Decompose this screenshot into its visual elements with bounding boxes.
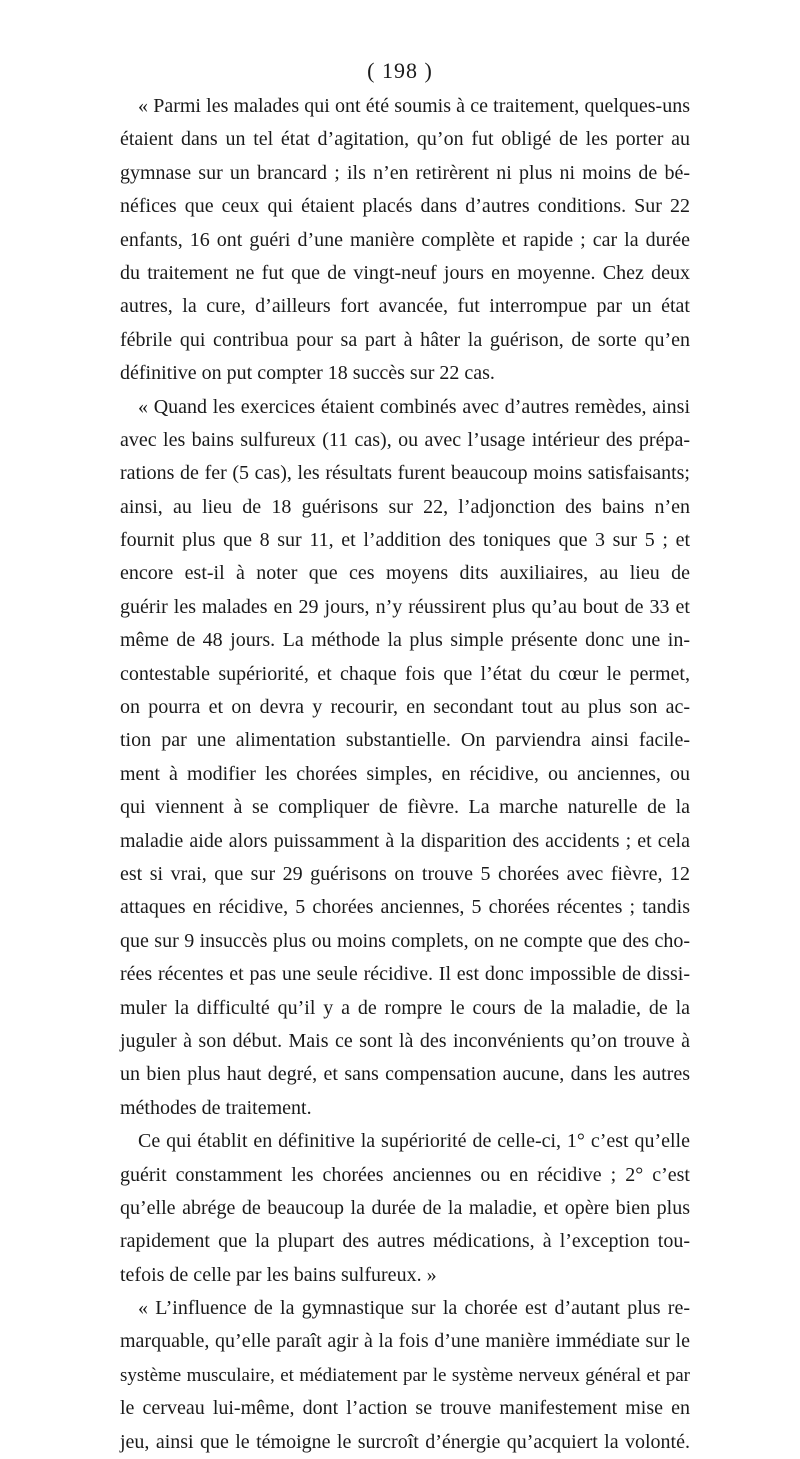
text-line: méthodes de traitement. — [120, 1096, 312, 1119]
text-line: gymnase sur un brancard ; ils n’en retirèrent ni plus ni moins de bé- — [120, 161, 690, 184]
text-line: attaques en récidive, 5 chorées anciennes, 5 chorées récentes ; tandis — [120, 896, 690, 919]
text-line: que sur 9 insuccès plus ou moins complets, on ne compte que des cho- — [120, 929, 690, 952]
text-line: qu’elle abrége de beaucoup la durée de la maladie, et opère bien plus — [120, 1196, 690, 1219]
text-line: juguler à son début. Mais ce sont là des inconvénients qu’on trouve à — [120, 1029, 690, 1052]
text-line: du traitement ne fut que de vingt-neuf jours en moyenne. Chez deux — [120, 261, 690, 284]
page-number: ( 198 ) — [367, 58, 433, 83]
text-line: un bien plus haut degré, et sans compensation aucune, dans les autres — [120, 1063, 690, 1086]
text-line: maladie aide alors puissamment à la disparition des accidents ; et cela — [120, 829, 690, 852]
text-line: Ce qui établit en définitive la supériorité de celle-ci, 1° c’est qu’elle — [138, 1130, 690, 1153]
text-line: définitive on put compter 18 succès sur 22 cas. — [120, 362, 495, 385]
text-line: on pourra et on devra y recourir, en secondant tout au plus son ac- — [120, 696, 690, 719]
text-line: « Parmi les malades qui ont été soumis à ce traitement, quelques-uns — [138, 95, 690, 117]
text-line: avec les bains sulfureux (11 cas), ou avec l’usage intérieur des prépa- — [120, 428, 690, 451]
text-line: « Quand les exercices étaient combinés avec d’autres remèdes, ainsi — [138, 395, 690, 418]
text-line: système musculaire, et médiatement par le système nerveux général et par — [120, 1364, 690, 1386]
text-line: guérir les malades en 29 jours, n’y réussirent plus qu’au bout de 33 et — [120, 595, 690, 618]
text-line: contestable supériorité, et chaque fois que l’état du cœur le permet, — [120, 662, 690, 685]
text-line: ainsi, au lieu de 18 guérisons sur 22, l’adjonction des bains n’en — [120, 495, 690, 518]
body-text — [120, 90, 690, 1459]
text-line: fébrile qui contribua pour sa part à hâter la guérison, de sorte qu’en — [120, 328, 690, 351]
text-line: rations de fer (5 cas), les résultats furent beaucoup moins satisfaisants; — [120, 462, 690, 485]
text-line: ment à modifier les chorées simples, en récidive, ou anciennes, ou — [120, 762, 690, 785]
text-line: néfices que ceux qui étaient placés dans d’autres conditions. Sur 22 — [120, 195, 690, 218]
text-line: autres, la cure, d’ailleurs fort avancée, fut interrompue par un état — [120, 295, 690, 318]
text-line: est si vrai, que sur 29 guérisons on trouve 5 chorées avec fièvre, 12 — [120, 862, 690, 885]
text-line: enfants, 16 ont guéri d’une manière complète et rapide ; car la durée — [120, 228, 690, 251]
text-line: jeu, ainsi que le témoigne le surcroît d’énergie qu’acquiert la volonté. — [120, 1430, 690, 1453]
text-line: tion par une alimentation substantielle. On parviendra ainsi facile- — [120, 729, 690, 752]
text-line: encore est-il à noter que ces moyens dits auxiliaires, au lieu de — [120, 562, 690, 585]
text-line: fournit plus que 8 sur 11, et l’addition des toniques que 3 sur 5 ; et — [120, 529, 690, 552]
text-line: rées récentes et pas une seule récidive. Il est donc impossible de dissi- — [120, 963, 690, 986]
text-line: étaient dans un tel état d’agitation, qu’on fut obligé de les porter au — [120, 128, 690, 151]
text-line: guérit constamment les chorées anciennes ou en récidive ; 2° c’est — [120, 1163, 690, 1186]
text-line: muler la difficulté qu’il y a de rompre le cours de la maladie, de la — [120, 996, 690, 1019]
text-line: rapidement que la plupart des autres médications, à l’exception tou- — [120, 1230, 690, 1253]
text-line: qui viennent à se compliquer de fièvre. La marche naturelle de la — [120, 796, 690, 819]
text-line: même de 48 jours. La méthode la plus simple présente donc une in- — [120, 629, 690, 652]
text-line: tefois de celle par les bains sulfureux. » — [120, 1263, 437, 1286]
text-line: le cerveau lui-même, dont l’action se trouve manifestement mise en — [120, 1397, 690, 1420]
text-line: marquable, qu’elle paraît agir à la fois d’une manière immédiate sur le — [120, 1330, 690, 1353]
text-line: « L’influence de la gymnastique sur la chorée est d’autant plus re- — [138, 1297, 690, 1320]
